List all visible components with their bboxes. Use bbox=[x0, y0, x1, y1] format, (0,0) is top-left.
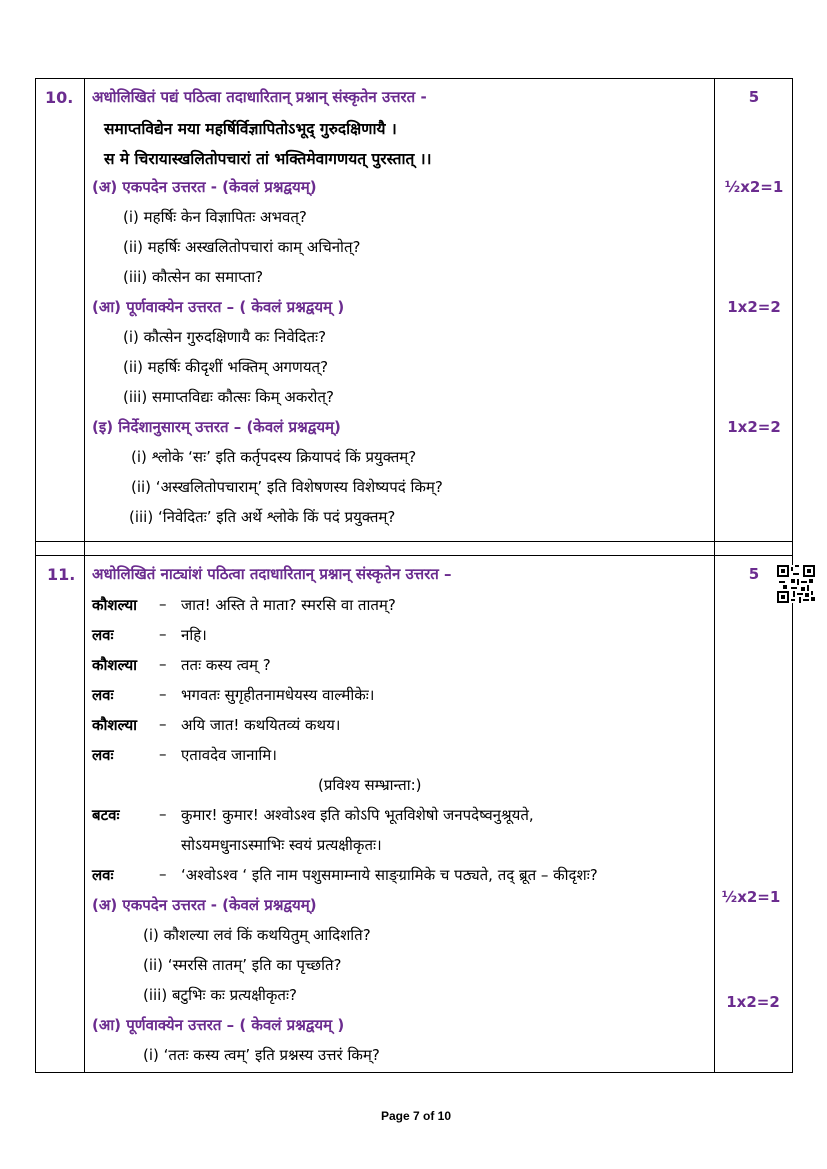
dialogue-text: ततः कस्य त्वम् ? bbox=[181, 656, 271, 674]
dialogue-dash: – bbox=[159, 655, 167, 673]
section-heading: (अ) एकपदेन उत्तरत - (केवलं प्रश्नद्वयम्) bbox=[92, 896, 317, 914]
question-item: (iii) ‘निवेदितः’ इति अर्थे श्लोके किं पदं प्रयुक्तम्? bbox=[129, 508, 396, 526]
column-divider-left bbox=[84, 78, 85, 1073]
dialogue-text: एतावदेव जानामि। bbox=[181, 746, 277, 764]
speaker-name: कौशल्या bbox=[92, 596, 138, 614]
section-marks: 1x2=2 bbox=[726, 993, 780, 1011]
page-number: Page 7 of 10 bbox=[381, 1109, 452, 1123]
section-heading: (अ) एकपदेन उत्तरत - (केवलं प्रश्नद्वयम्) bbox=[92, 178, 317, 196]
row-divider bbox=[35, 541, 793, 542]
section-marks: 1x2=2 bbox=[727, 298, 781, 316]
question-item: (i) कौत्सेन गुरुदक्षिणायै कः निवेदितः? bbox=[123, 328, 327, 346]
question-item: (iii) समाप्तविद्यः कौत्सः किम् अकरोत्? bbox=[123, 388, 334, 406]
dialogue-dash: – bbox=[159, 715, 167, 733]
speaker-name: लवः bbox=[92, 686, 114, 704]
stage-direction: (प्रविश्य सम्भ्रान्ता:) bbox=[318, 776, 422, 794]
question-number: 10. bbox=[45, 88, 74, 107]
question-instruction: अधोलिखितं नाट्यांशं पठित्वा तदाधारितान् प्रश्नान् संस्कृतेन उत्तरत – bbox=[92, 565, 452, 583]
question-item: (i) श्लोके ‘सः’ इति कर्तृपदस्य क्रियापदं किं प्रयुक्तम्? bbox=[131, 448, 417, 466]
question-item: (ii) महर्षिः अस्खलितोपचारां काम् अचिनोत्? bbox=[123, 238, 361, 256]
speaker-name: बटवः bbox=[92, 806, 120, 824]
question-item: (i) ‘ततः कस्य त्वम्’ इति प्रश्नस्य उत्तरं किम्? bbox=[143, 1046, 380, 1064]
question-item: (i) महर्षिः केन विज्ञापितः अभवत्? bbox=[123, 208, 307, 226]
question-instruction: अधोलिखितं पद्यं पठित्वा तदाधारितान् प्रश्नान् संस्कृतेन उत्तरत - bbox=[92, 88, 427, 106]
question-item: (iii) बटुभिः कः प्रत्यक्षीकृतः? bbox=[143, 986, 297, 1004]
section-heading: (इ) निर्देशानुसारम् उत्तरत – (केवलं प्रश्नद्वयम्) bbox=[92, 418, 341, 436]
total-marks: 5 bbox=[748, 565, 760, 583]
dialogue-dash: – bbox=[159, 745, 167, 763]
section-marks: 1x2=2 bbox=[727, 418, 781, 436]
qr-code-image bbox=[777, 565, 815, 603]
section-marks: ½x2=1 bbox=[724, 178, 784, 196]
section-marks: ½x2=1 bbox=[721, 888, 781, 906]
dialogue-text-continued: सोऽयमधुनाऽस्माभिः स्वयं प्रत्यक्षीकृतः। bbox=[181, 836, 382, 854]
dialogue-text: कुमार! कुमार! अश्वोऽश्व इति कोऽपि भूतविशेषो जनपदेष्वनुश्रूयते, bbox=[181, 806, 534, 824]
speaker-name: लवः bbox=[92, 866, 114, 884]
question-number: 11. bbox=[47, 565, 76, 584]
dialogue-dash: – bbox=[159, 805, 167, 823]
question-item: (i) कौशल्या लवं किं कथयितुम् आदिशति? bbox=[143, 926, 371, 944]
dialogue-dash: – bbox=[159, 595, 167, 613]
question-item: (ii) महर्षिः कीदृशीं भक्तिम् अगणयत्? bbox=[123, 358, 329, 376]
dialogue-text: अयि जात! कथयितव्यं कथय। bbox=[181, 716, 341, 734]
dialogue-dash: – bbox=[159, 865, 167, 883]
section-heading: (आ) पूर्णवाक्येन उत्तरत – ( केवलं प्रश्नद्वयम् ) bbox=[92, 298, 345, 316]
speaker-name: कौशल्या bbox=[92, 656, 138, 674]
verse-line: समाप्तविद्येन मया महर्षिर्विज्ञापितोऽभूद् गुरुदक्षिणायै । bbox=[104, 120, 397, 138]
speaker-name: कौशल्या bbox=[92, 716, 138, 734]
total-marks: 5 bbox=[748, 88, 760, 106]
dialogue-text: भगवतः सुगृहीतनामधेयस्य वाल्मीकेः। bbox=[181, 686, 375, 704]
section-heading: (आ) पूर्णवाक्येन उत्तरत – ( केवलं प्रश्नद्वयम् ) bbox=[92, 1016, 345, 1034]
dialogue-dash: – bbox=[159, 625, 167, 643]
question-item: (iii) कौत्सेन का समाप्ता? bbox=[123, 268, 264, 286]
question-item: (ii) ‘अस्खलितोपचाराम्’ इति विशेषणस्य विशेष्यपदं किम्? bbox=[131, 478, 443, 496]
dialogue-text: ‘अश्वोऽश्व ‘ इति नाम पशुसमाम्नाये साङ्ग्रामिके च पठ्यते, तद् ब्रूत – कीदृशः? bbox=[181, 866, 598, 884]
verse-line: स मे चिरायास्खलितोपचारां तां भक्तिमेवागणयत् पुरस्तात् ।। bbox=[104, 150, 432, 168]
dialogue-text: जात! अस्ति ते माता? स्मरसि वा तातम्? bbox=[181, 596, 396, 614]
dialogue-text: नहि। bbox=[181, 626, 207, 644]
speaker-name: लवः bbox=[92, 746, 114, 764]
question-item: (ii) ‘स्मरसि तातम्’ इति का पृच्छति? bbox=[143, 956, 342, 974]
dialogue-dash: – bbox=[159, 685, 167, 703]
speaker-name: लवः bbox=[92, 626, 114, 644]
row-divider bbox=[35, 555, 793, 556]
